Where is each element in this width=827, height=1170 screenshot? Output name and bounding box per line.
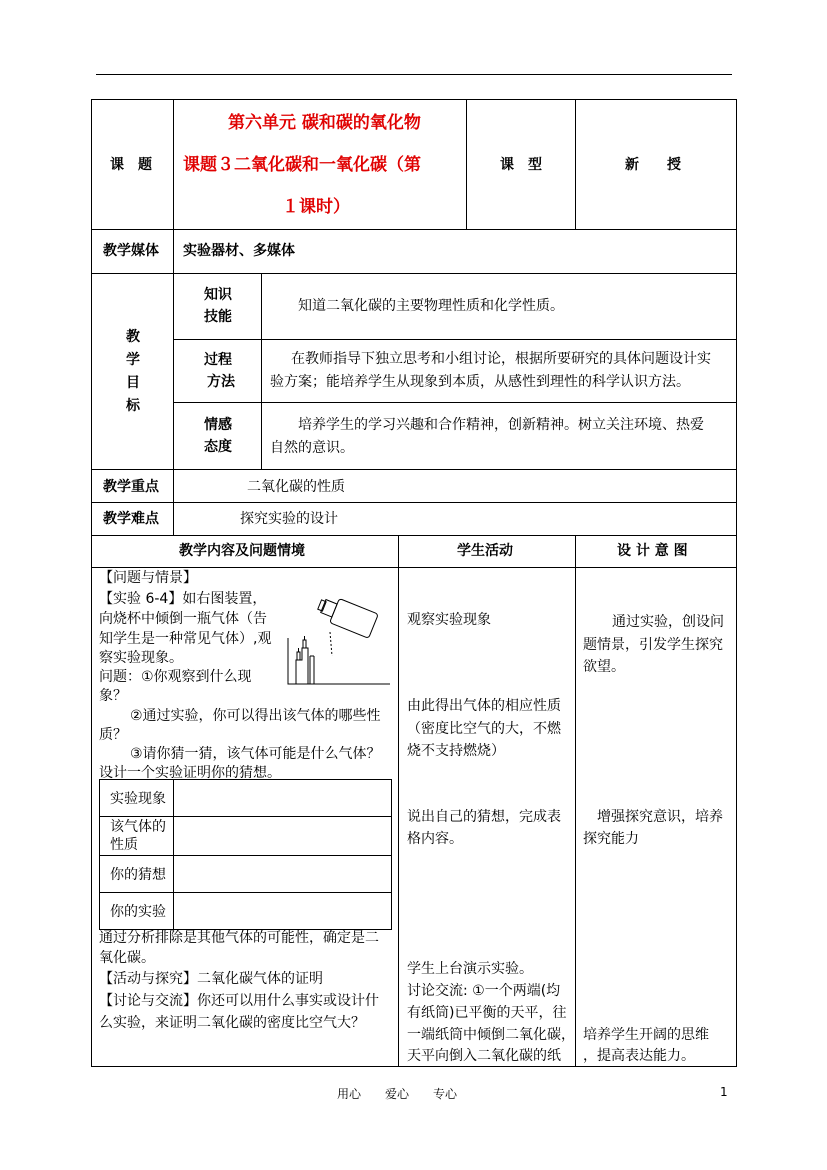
goal-process-label1: 过程 [204,352,232,368]
goal-process-text1: 在教师指导下独立思考和小组讨论，根据所要研究的具体问题设计实 [291,351,711,367]
goal-attitude-text2: 自然的意识。 [270,440,354,456]
table-row: 该气体的性质 [100,817,392,856]
observation-table [99,779,392,930]
goal-attitude-text1: 培养学生的学习兴趣和合作精神，创新精神。树立关注环境、热爱 [298,417,704,433]
goal-attitude-label2: 态度 [204,439,232,455]
goal-knowledge-label2: 技能 [204,309,232,325]
goal-attitude-label1: 情感 [204,417,232,433]
table-row: 你的实验 [100,893,392,930]
footer-motto: 用心 爱心 专心 [337,1087,458,1101]
table-row: 你的猜想 [100,856,392,893]
goal-knowledge-text: 知道二氧化碳的主要物理性质和化学性质。 [298,298,564,314]
type-label: 课 型 [500,157,542,173]
header-rule [96,74,732,75]
lesson-title-line2: 课题３二氧化碳和一氧化碳（第 [183,155,421,175]
key-point-label: 教学重点 [103,479,159,495]
type-value: 新 授 [625,157,681,173]
table-row: 实验现象 [100,780,392,817]
difficulty-value: 探究实验的设计 [240,511,338,527]
col-intent-header: 设 计 意 图 [617,543,688,559]
experiment-apparatus-illustration [286,596,392,688]
media-label: 教学媒体 [103,243,159,259]
col-content-header: 教学内容及问题情境 [179,543,305,559]
page-number: 1 [720,1085,728,1099]
lesson-title-line1: 第六单元 碳和碳的氧化物 [228,113,421,133]
media-value: 实验器材、多媒体 [183,243,295,259]
goal-process-text2: 验方案；能培养学生从现象到本质，从感性到理性的科学认识方法。 [270,374,690,390]
difficulty-label: 教学难点 [103,511,159,527]
course-label: 课 题 [110,157,152,173]
lesson-title-line3: １课时） [282,197,350,217]
key-point-value: 二氧化碳的性质 [247,479,345,495]
goal-knowledge-label1: 知识 [204,287,232,303]
col-activity-header: 学生活动 [457,543,513,559]
goal-process-label2: 方法 [207,374,235,390]
